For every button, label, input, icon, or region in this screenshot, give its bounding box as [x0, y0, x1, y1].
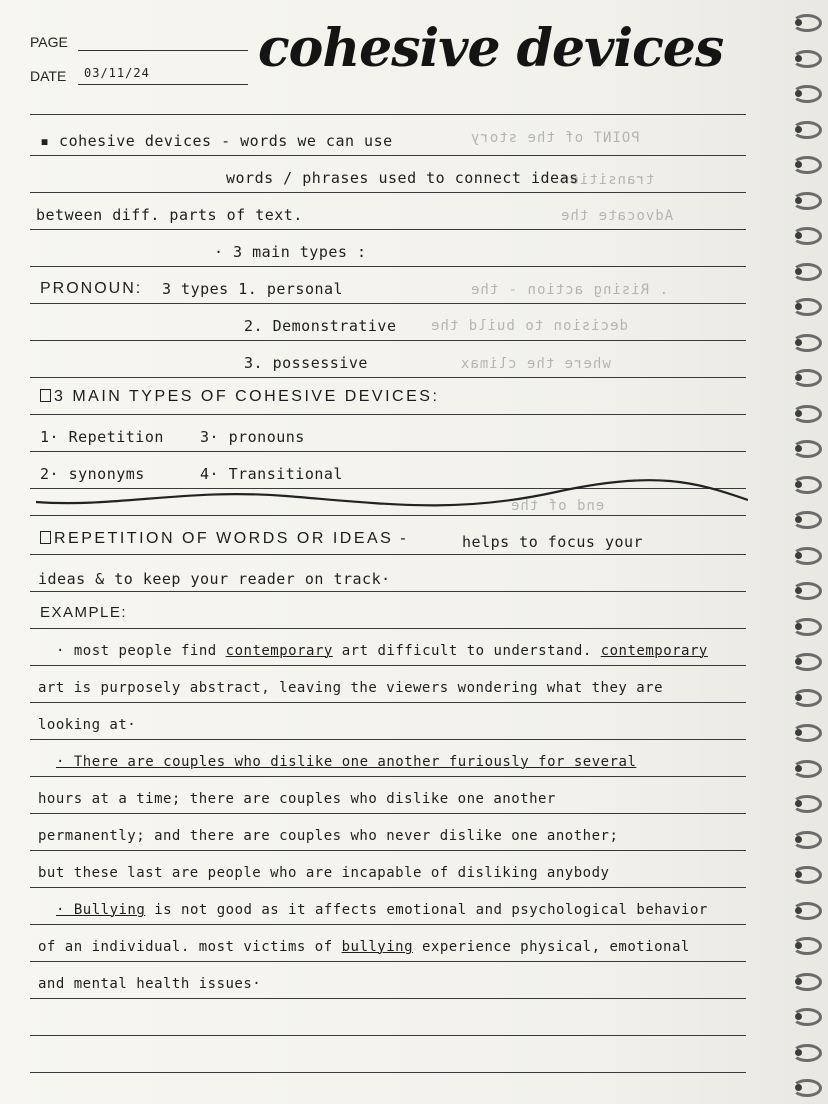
binding-hole — [795, 552, 802, 559]
ruled-line — [30, 515, 746, 516]
ruled-line — [30, 702, 746, 703]
spiral-binding — [792, 0, 828, 1104]
binding-hole — [795, 978, 802, 985]
note-line: helps to focus your — [462, 533, 644, 551]
page-line — [78, 50, 248, 51]
list-item: 1· Repetition — [40, 428, 164, 446]
ruled-line — [30, 924, 746, 925]
note-line: 3. possessive — [244, 354, 368, 372]
binding-hole — [795, 1049, 802, 1056]
example-sentence: of an individual. most victims of bullying experience physical, emotional — [38, 939, 690, 955]
binding-hole — [795, 410, 802, 417]
list-item: 2· synonyms — [40, 465, 145, 483]
note-line: between diff. parts of text. — [36, 206, 303, 224]
binding-hole — [795, 658, 802, 665]
binding-hole — [795, 55, 802, 62]
binding-hole — [795, 268, 802, 275]
ruled-line — [30, 591, 746, 592]
ruled-line — [30, 887, 746, 888]
binding-hole — [795, 871, 802, 878]
note-line: ideas & to keep your reader on track· — [38, 570, 391, 588]
binding-hole — [795, 1084, 802, 1091]
example-sentence: permanently; and there are couples who never dislike one another; — [38, 828, 619, 844]
bleed-through-text: . Rising action - the — [470, 282, 669, 298]
binding-hole — [795, 587, 802, 594]
ruled-line — [30, 1072, 746, 1073]
example-sentence: · There are couples who dislike one another furiously for several — [56, 754, 637, 770]
example-sentence: looking at· — [38, 717, 137, 733]
binding-hole — [795, 445, 802, 452]
ruled-line — [30, 192, 746, 193]
ruled-line — [30, 451, 746, 452]
binding-hole — [795, 197, 802, 204]
ruled-line — [30, 340, 746, 341]
binding-hole — [795, 623, 802, 630]
note-line: 3 types 1. personal — [162, 280, 344, 298]
binding-hole — [795, 126, 802, 133]
bleed-through-text: Advocate the — [560, 208, 674, 224]
example-sentence: · Bullying is not good as it affects emotional and psychological behavior — [56, 902, 708, 918]
ruled-line — [30, 303, 746, 304]
note-line: 2. Demonstrative — [244, 317, 397, 335]
binding-hole — [795, 729, 802, 736]
binding-hole — [795, 800, 802, 807]
checkbox-icon — [40, 389, 51, 402]
bleed-through-text: decision to build the — [430, 318, 629, 334]
note-line: ▪ cohesive devices - words we can use — [40, 132, 393, 150]
binding-hole — [795, 232, 802, 239]
checkbox-icon — [40, 531, 51, 544]
example-sentence: and mental health issues· — [38, 976, 262, 992]
binding-hole — [795, 481, 802, 488]
ruled-line — [30, 155, 746, 156]
binding-hole — [795, 1013, 802, 1020]
ruled-line — [30, 628, 746, 629]
binding-hole — [795, 907, 802, 914]
pronoun-label: PRONOUN: — [40, 280, 143, 297]
ruled-line — [30, 377, 746, 378]
binding-hole — [795, 694, 802, 701]
ruled-line — [30, 414, 746, 415]
binding-hole — [795, 516, 802, 523]
page-title: cohesive devices — [258, 18, 724, 79]
note-line: words / phrases used to connect ideas — [226, 169, 579, 187]
date-label: DATE — [30, 68, 67, 84]
example-sentence: · most people find contemporary art difficult to understand. contemporary — [56, 643, 708, 659]
date-line — [78, 84, 248, 85]
ruled-line — [30, 1035, 746, 1036]
ruled-line — [30, 998, 746, 999]
bleed-through-text: transition — [560, 172, 655, 188]
wavy-divider — [36, 478, 748, 508]
ruled-line — [30, 266, 746, 267]
ruled-line — [30, 850, 746, 851]
example-label: EXAMPLE: — [40, 604, 128, 621]
binding-hole — [795, 339, 802, 346]
ruled-line — [30, 554, 746, 555]
binding-hole — [795, 19, 802, 26]
section-heading: 3 MAIN TYPES OF COHESIVE DEVICES: — [40, 388, 439, 406]
note-line: · 3 main types : — [214, 243, 367, 261]
binding-hole — [795, 303, 802, 310]
date-value: 03/11/24 — [84, 66, 150, 80]
example-sentence: but these last are people who are incapable of disliking anybody — [38, 865, 610, 881]
binding-hole — [795, 90, 802, 97]
binding-hole — [795, 942, 802, 949]
binding-hole — [795, 374, 802, 381]
binding-hole — [795, 161, 802, 168]
bleed-through-text: end of the — [510, 498, 605, 514]
ruled-line — [30, 665, 746, 666]
page-label: PAGE — [30, 34, 68, 50]
list-item: 4· Transitional — [200, 465, 343, 483]
section-heading: REPETITION OF WORDS OR IDEAS - — [40, 530, 408, 548]
list-item: 3· pronouns — [200, 428, 305, 446]
ruled-line — [30, 813, 746, 814]
binding-hole — [795, 836, 802, 843]
ruled-line — [30, 229, 746, 230]
ruled-line — [30, 114, 746, 115]
ruled-line — [30, 776, 746, 777]
ruled-line — [30, 739, 746, 740]
bleed-through-text: POINT of the story — [470, 130, 640, 146]
binding-hole — [795, 765, 802, 772]
example-sentence: hours at a time; there are couples who dislike one another — [38, 791, 556, 807]
bleed-through-text: where the climax — [460, 356, 611, 372]
ruled-line — [30, 961, 746, 962]
example-sentence: art is purposely abstract, leaving the viewers wondering what they are — [38, 680, 664, 696]
